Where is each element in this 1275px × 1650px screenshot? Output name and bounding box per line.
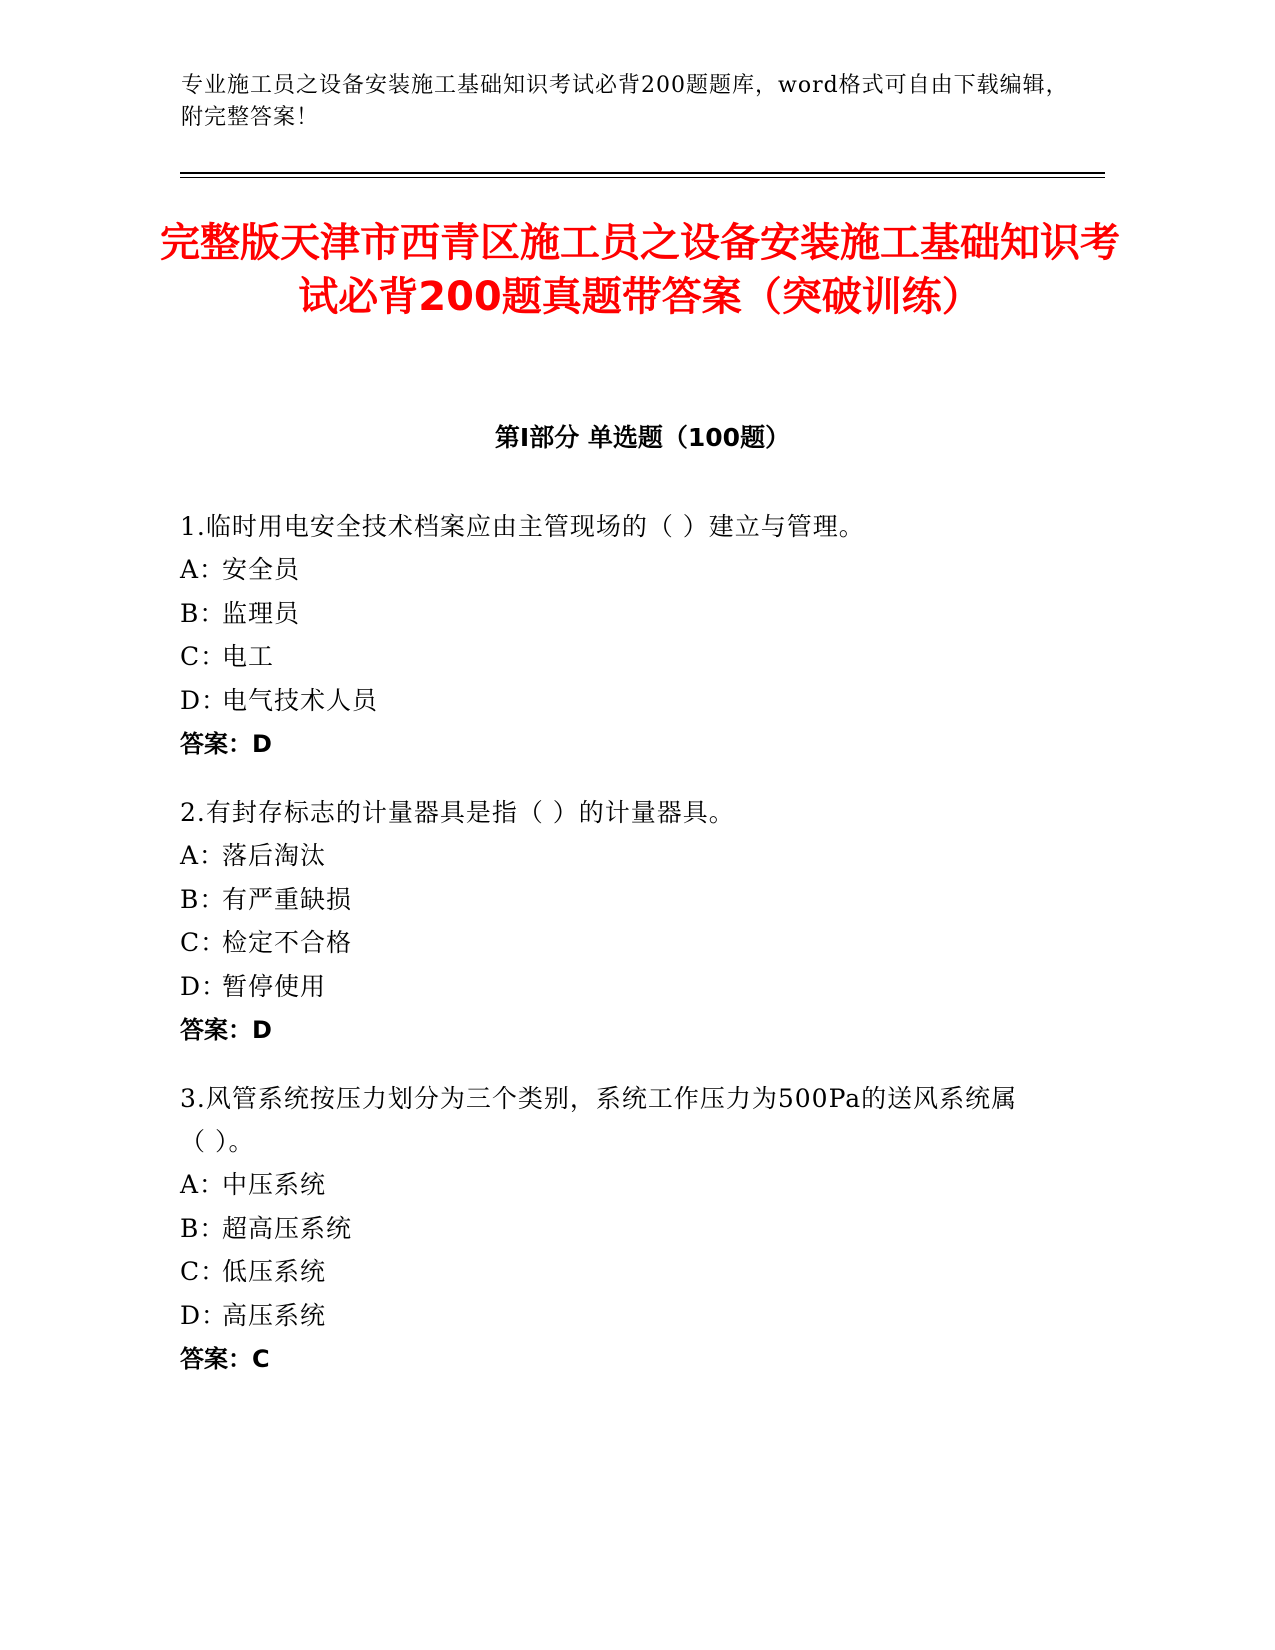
answer-line [180, 1008, 1040, 1053]
option-key: C： [180, 1257, 227, 1286]
option-key: C： [180, 642, 227, 671]
option-key: D： [180, 685, 228, 715]
question-stem: 1.临时用电安全技术档案应由主管现场的（ ）建立与管理。 [180, 512, 865, 541]
option-text: 电气技术人员 [222, 685, 379, 715]
option-c [180, 921, 1040, 965]
option-text: 高压系统 [222, 1300, 327, 1330]
option-b [180, 1207, 1040, 1251]
question-stem: 2.有封存标志的计量器具是指（ ）的计量器具。 [180, 798, 735, 827]
question-item [180, 505, 1040, 767]
option-text: 低压系统 [222, 1257, 327, 1286]
question-stem: 3.风管系统按压力划分为三个类别，系统工作压力为500Pa的送风系统属（ ）。 [180, 1084, 1018, 1156]
document-title: 完整版天津市西青区施工员之设备安装施工基础知识考试必背200题真题带答案（突破训练） [160, 220, 1120, 320]
answer-label: 答案： [180, 730, 252, 758]
answer-value: D [252, 1016, 272, 1044]
option-text: 暂停使用 [222, 971, 327, 1001]
option-c [180, 1250, 1040, 1294]
answer-line [180, 722, 1040, 767]
option-text: 落后淘汰 [222, 841, 327, 870]
option-key: B： [180, 884, 226, 914]
option-key: D： [180, 971, 228, 1001]
option-key: B： [180, 598, 226, 628]
option-c [180, 635, 1040, 679]
option-d [180, 679, 1040, 723]
option-key: D： [180, 1300, 228, 1330]
header-divider-thin [180, 177, 1105, 178]
option-text: 监理员 [222, 598, 301, 628]
option-a [180, 1163, 1040, 1207]
option-a [180, 548, 1040, 592]
option-key: A： [180, 1170, 226, 1199]
option-text: 有严重缺损 [222, 884, 353, 914]
option-key: C： [180, 928, 227, 957]
option-b [180, 592, 1040, 636]
answer-line [180, 1337, 1040, 1382]
answer-value: C [252, 1345, 270, 1373]
option-key: B： [180, 1213, 226, 1243]
answer-label: 答案： [180, 1345, 252, 1373]
question-list [180, 505, 1040, 1406]
option-text: 超高压系统 [222, 1213, 353, 1243]
option-key: A： [180, 841, 226, 870]
option-a [180, 834, 1040, 878]
option-text: 中压系统 [222, 1170, 327, 1199]
option-text: 电工 [222, 642, 275, 671]
question-item [180, 791, 1040, 1053]
section-heading: 第I部分 单选题（100题） [494, 423, 791, 452]
option-d [180, 1294, 1040, 1338]
header-divider [180, 172, 1105, 174]
option-text: 安全员 [222, 555, 301, 584]
option-b [180, 878, 1040, 922]
option-text: 检定不合格 [222, 928, 353, 957]
option-key: A： [180, 555, 226, 584]
option-d [180, 965, 1040, 1009]
question-item [180, 1077, 1040, 1382]
header-note: 专业施工员之设备安装施工基础知识考试必背200题题库，word格式可自由下载编辑，附完整答案！ [181, 73, 1069, 130]
answer-value: D [252, 730, 272, 758]
answer-label: 答案： [180, 1016, 252, 1044]
